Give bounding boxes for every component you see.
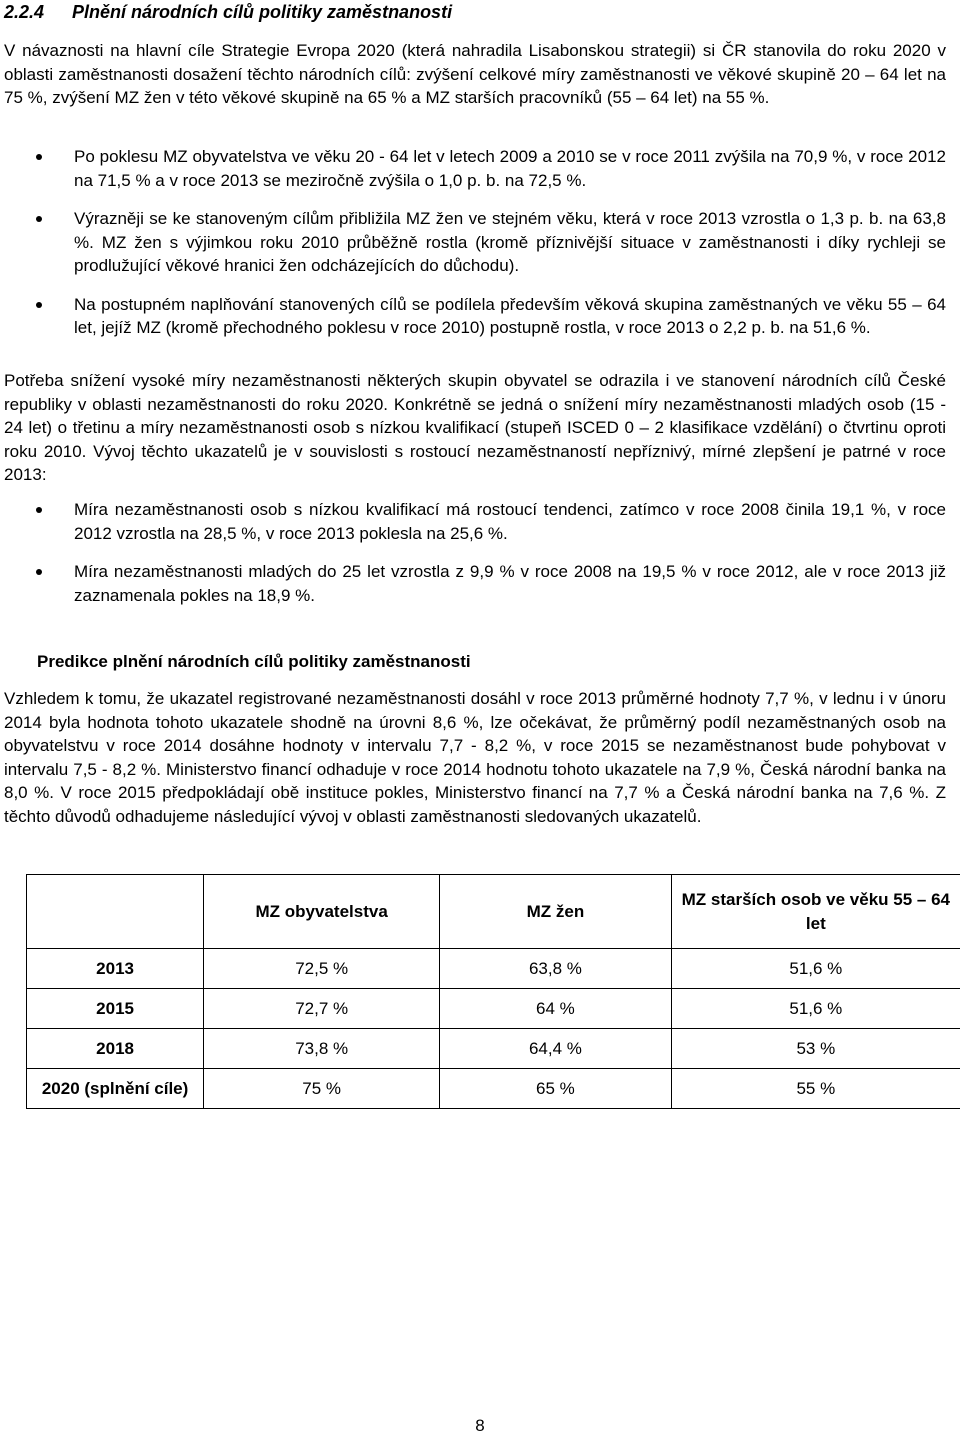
intro-paragraph: V návaznosti na hlavní cíle Strategie Evropa 2020 (která nahradila Lisabonskou strategii) si ČR stanovila do roku 2020 v oblasti zaměstnanosti dosažení těchto národních cílů: zvýšení celkové míry zaměstnanosti ve věkové skupině 20 – 64 let na 75 %, zvýšení MZ žen v této věkové skupině na 65 % a MZ starších pracovníků (55 – 64 let) na 55 %. — [4, 41, 946, 107]
table-cell: 64,4 % — [440, 1029, 672, 1069]
bullet-item: Na postupném naplňování stanovených cílů se podílela především věková skupina zaměstnaných ve věku 55 – 64 let, jejíž MZ (kromě přechodného poklesu v roce 2010) postupně rostla, v roce 2013 o 2,2 p. b. na 51,6 %. — [0, 293, 946, 340]
unemployment-paragraph: Potřeba snížení vysoké míry nezaměstnanosti některých skupin obyvatel se odrazila i ve stanovení národních cílů České republiky v oblasti nezaměstnanosti do roku 2020. Konkrétně se jedná o snížení míry nezaměstnanosti mladých osob (15 - 24 let) o třetinu a míry nezaměstnanosti osob s nízkou kvalifikací (stupeň ISCED 0 – 2 klasifikace vzdělání) o čtvrtinu oproti roku 2010. Vývoj těchto ukazatelů je v souvislosti s rostoucí nezaměstnaností nepříznivý, mírné zlepšení je patrné v roce 2013: — [4, 371, 946, 484]
table-header-cell: MZ starších osob ve věku 55 – 64 let — [671, 875, 960, 949]
table-row — [27, 989, 960, 1029]
table-cell: 73,8 % — [204, 1029, 440, 1069]
table-header-cell — [27, 875, 204, 949]
table-cell: 72,5 % — [204, 949, 440, 989]
bullet-item: Výrazněji se ke stanoveným cílům přibližila MZ žen ve stejném věku, která v roce 2013 vzrostla o 1,3 p. b. na 63,8 %. MZ žen s výjimkou roku 2010 průběžně rostla (kromě příznivější situace v zaměstnanosti i díky rychleji se prodlužující věkové hranici žen odcházejících do důchodu). — [0, 207, 946, 278]
table-cell: 51,6 % — [671, 989, 960, 1029]
section-heading — [4, 1, 452, 23]
table-cell: 75 % — [204, 1069, 440, 1109]
table-row-label: 2015 — [27, 989, 204, 1029]
table-row — [27, 1029, 960, 1069]
bullet-item: Míra nezaměstnanosti mladých do 25 let vzrostla z 9,9 % v roce 2008 na 19,5 % v roce 2012, ale v roce 2013 již zaznamenala pokles na 18,9 %. — [0, 560, 946, 607]
bullet-list-targets — [0, 145, 950, 355]
table-cell: 65 % — [440, 1069, 672, 1109]
table-row-label: 2020 (splnění cíle) — [27, 1069, 204, 1109]
table-row — [27, 1069, 960, 1109]
table-row — [27, 949, 960, 989]
page-number: 8 — [475, 1416, 485, 1435]
table-row-label: 2013 — [27, 949, 204, 989]
table-cell: 53 % — [671, 1029, 960, 1069]
section-number: 2.2.4 — [4, 2, 45, 22]
table-header-cell: MZ žen — [440, 875, 672, 949]
forecast-table — [26, 874, 960, 1109]
prediction-paragraph: Vzhledem k tomu, že ukazatel registrované nezaměstnanosti dosáhl v roce 2013 průměrné hodnoty 7,7 %, v lednu i v únoru 2014 byla hodnota tohoto ukazatele shodně na úrovni 8,6 %, lze očekávat, že průměrný podíl nezaměstnaných osob na obyvatelstvu v roce 2014 dosáhne hodnoty v intervalu 7,7 - 8,2 %, v roce 2015 se nezaměstnanost bude pohybovat v intervalu 7,5 - 8,2 %. Ministerstvo financí odhaduje v roce 2014 hodnotu tohoto ukazatele na 7,9 %, Česká národní banka na 8,0 %. V roce 2015 předpokládají obě instituce pokles, Ministerstvo financí na 7,7 % a Česká národní banka na 7,6 %. Z těchto důvodů odhadujeme následující vývoj v oblasti zaměstnanosti sledovaných ukazatelů. — [4, 689, 946, 826]
table-header-cell: MZ obyvatelstva — [204, 875, 440, 949]
bullet-list-unemployment — [0, 498, 950, 622]
bullet-item: Po poklesu MZ obyvatelstva ve věku 20 - 64 let v letech 2009 a 2010 se v roce 2011 zvýšila na 70,9 %, v roce 2012 na 71,5 % a v roce 2013 se meziročně zvýšila o 1,0 p. b. na 72,5 %. — [0, 145, 946, 192]
table-cell: 51,6 % — [671, 949, 960, 989]
table-cell: 63,8 % — [440, 949, 672, 989]
bullet-item: Míra nezaměstnanosti osob s nízkou kvalifikací má rostoucí tendenci, zatímco v roce 2008 činila 19,1 %, v roce 2012 vzrostla na 28,5 %, v roce 2013 poklesla na 25,6 %. — [0, 498, 946, 545]
table-row-label: 2018 — [27, 1029, 204, 1069]
section-title: Plnění národních cílů politiky zaměstnanosti — [72, 2, 453, 22]
table-cell: 72,7 % — [204, 989, 440, 1029]
table-cell: 55 % — [671, 1069, 960, 1109]
table-header-row — [27, 875, 960, 949]
table-cell: 64 % — [440, 989, 672, 1029]
prediction-heading: Predikce plnění národních cílů politiky zaměstnanosti — [37, 652, 471, 671]
